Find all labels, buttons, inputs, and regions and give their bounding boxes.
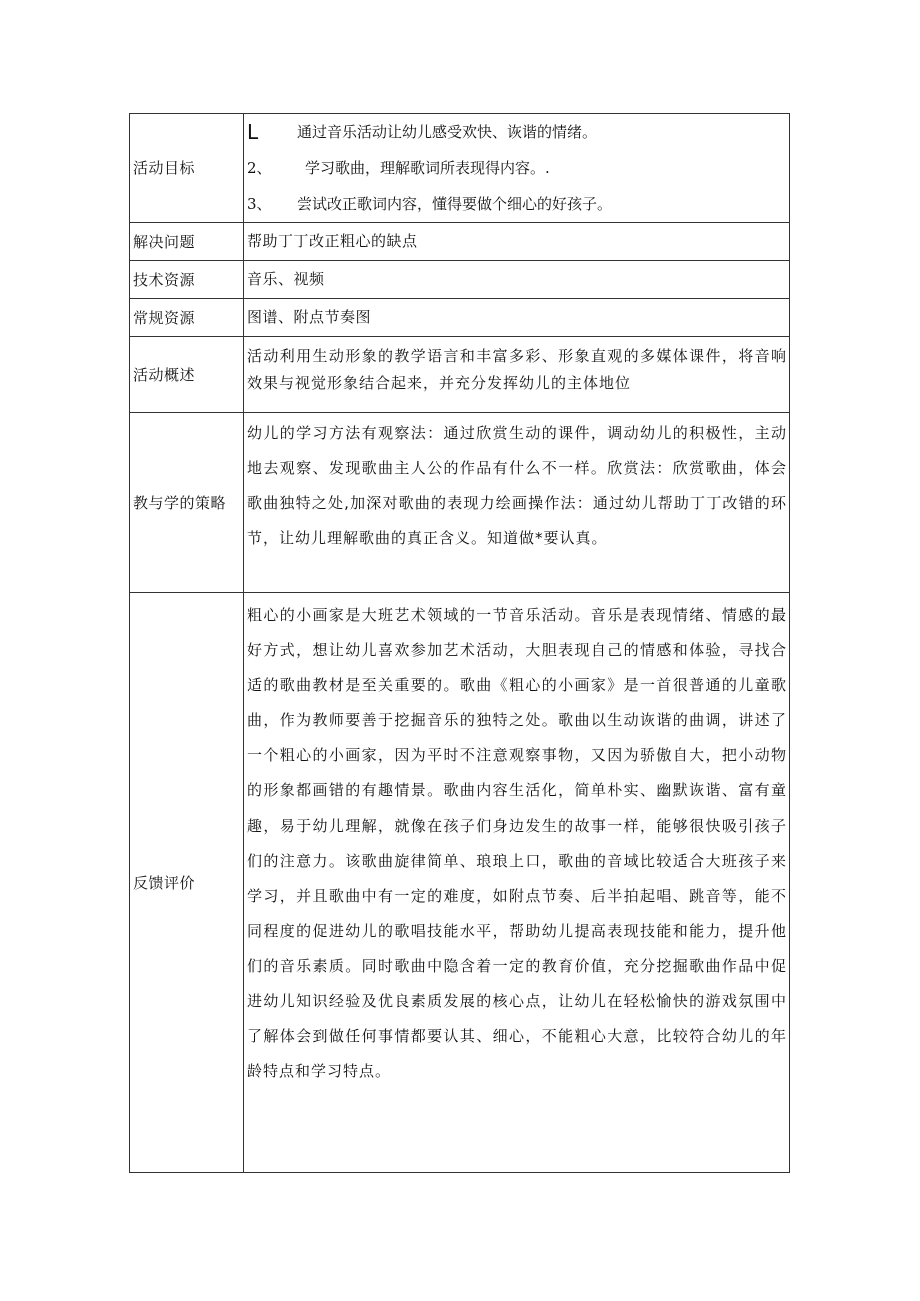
row-feedback	[130, 593, 790, 1173]
regular-resources-text: 图谱、附点节奏图	[247, 308, 372, 326]
overview-cell	[244, 337, 790, 413]
goal-text-3: 尝试改正歌词内容，懂得要做个细心的好孩子。	[297, 195, 613, 213]
goal-text-2: 学习歌曲，理解歌词所表现得内容。.	[305, 159, 550, 177]
label-overview: 活动概述	[130, 337, 244, 413]
feedback-text: 粗心的小画家是大班艺术领域的一节音乐活动。音乐是表现情绪、情感的最好方式，想让幼儿喜欢参加艺术活动，大胆表现自己的情感和体验，寻找合适的歌曲教材是至关重要的。歌曲《粗心的小画家》是一首很普通的儿童歌曲，作为教师要善于挖掘音乐的独特之处。歌曲以生动诙谐的曲调，讲述了一个粗心的小画家，因为平时不注意观察事物，又因为骄傲自大，把小动物的形象都画错的有趣情景。歌曲内容生活化，简单朴实、幽默诙谐、富有童趣，易于幼儿理解，就像在孩子们身边发生的故事一样，能够很快吸引孩子们的注意力。该歌曲旋律简单、琅琅上口，歌曲的音域比较适合大班孩子来学习，并且歌曲中有一定的难度，如附点节奏、后半拍起唱、跳音等，能不同程度的促进幼儿的歌唱技能水平，帮助幼儿提高表现技能和能力，提升他们的音乐素质。同时歌曲中隐含着一定的教育价值，充分挖掘歌曲作品中促进幼儿知识经验及优良素质发展的核心点，让幼儿在轻松愉快的游戏氛围中了解体会到做任何事情都要认其、细心，不能粗心大意，比较符合幼儿的年龄特点和学习特点。	[247, 606, 787, 1081]
goal-number-1: L	[247, 120, 259, 144]
goal-item-2	[247, 150, 787, 186]
row-regular-resources	[130, 299, 790, 337]
label-strategy: 教与学的策略	[130, 413, 244, 593]
overview-text: 活动利用生动形象的教学语言和丰富多彩、形象直观的多媒体课件，将音响效果与视觉形象结合起来，并充分发挥幼儿的主体地位	[247, 347, 787, 392]
regular-resources-cell	[244, 299, 790, 337]
label-goals: 活动目标	[130, 114, 244, 223]
tech-resources-cell	[244, 261, 790, 299]
label-problem: 解决问题	[130, 223, 244, 261]
strategy-cell	[244, 413, 790, 593]
goal-item-1	[247, 114, 787, 150]
goal-item-3	[247, 186, 787, 222]
problem-cell	[244, 223, 790, 261]
activity-plan-table	[129, 113, 790, 1173]
row-tech-resources	[130, 261, 790, 299]
label-feedback: 反馈评价	[130, 593, 244, 1173]
strategy-text: 幼儿的学习方法有观察法：通过欣赏生动的课件，调动幼儿的积极性，主动地去观察、发现歌曲主人公的作品有什么不一样。欣赏法：欣赏歌曲，体会歌曲独特之处,加深对歌曲的表现力绘画操作法：通过幼儿帮助丁丁改错的环节，让幼儿理解歌曲的真正含义。知道做*要认真。	[247, 424, 787, 547]
row-strategy	[130, 413, 790, 593]
problem-text: 帮助丁丁改正粗心的缺点	[247, 232, 418, 250]
goal-number-3: 3、	[247, 195, 272, 213]
label-regular-resources: 常规资源	[130, 299, 244, 337]
row-overview	[130, 337, 790, 413]
feedback-cell	[244, 593, 790, 1173]
goal-number-2: 2、	[247, 159, 272, 177]
goals-cell	[244, 114, 790, 223]
goal-text-1: 通过音乐活动让幼儿感受欢快、诙谐的情绪。	[297, 123, 598, 141]
tech-resources-text: 音乐、视频	[247, 270, 325, 288]
label-tech-resources: 技术资源	[130, 261, 244, 299]
row-problem	[130, 223, 790, 261]
row-goals	[130, 114, 790, 223]
